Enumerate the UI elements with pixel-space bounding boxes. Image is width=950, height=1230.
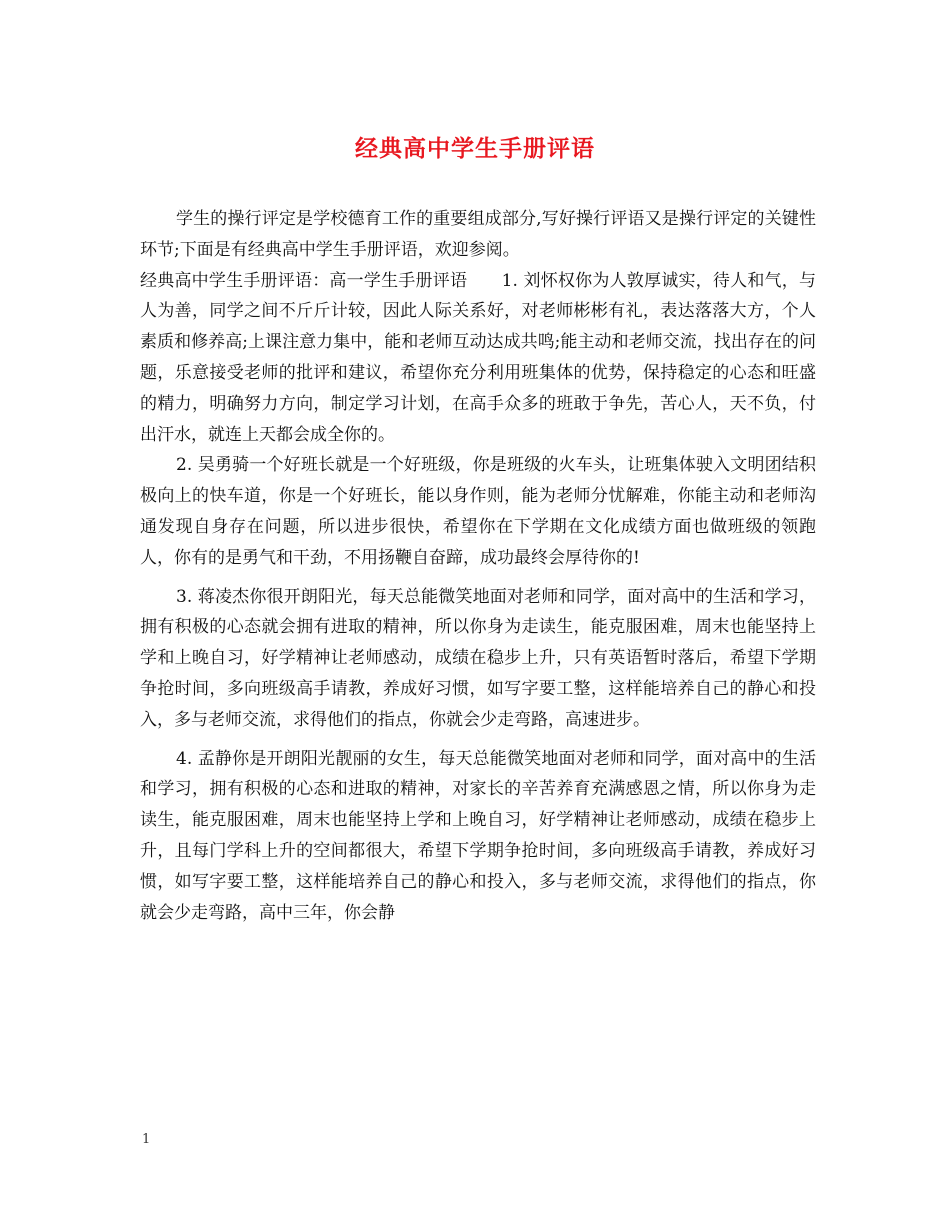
document-title: 经典高中学生手册评语	[355, 135, 595, 162]
comment-paragraph-1: 经典高中学生手册评语：高一学生手册评语 1. 刘怀权你为人敦厚诚实，待人和气，与人为善，同学之间不斤斤计较，因此人际关系好，对老师彬彬有礼，表达落落大方，个人素质和修养高;上课注意力集中，能和老师互动达成共鸣;能主动和老师交流，找出存在的问题，乐意接受老师的批评和建议，希望你充分利用班集体的优势，保持稳定的心态和旺盛的精力，明确努力方向，制定学习计划，在高手众多的班敢于争先，苦心人，天不负，付出汗水，就连上天都会成全你的。	[140, 270, 816, 445]
comment-paragraph-2: 2. 吴勇骑一个好班长就是一个好班级，你是班级的火车头，让班集体驶入文明团结积极向上的快车道，你是一个好班长，能以身作则，能为老师分忧解难，你能主动和老师沟通发现自身存在问题，所以进步很快，希望你在下学期在文化成绩方面也做班级的领跑人，你有的是勇气和干劲，不用扬鞭自奋蹄，成功最终会厚待你的!	[140, 455, 816, 568]
comment-paragraph-3: 3. 蒋凌杰你很开朗阳光，每天总能微笑地面对老师和同学，面对高中的生活和学习，拥有积极的心态就会拥有进取的精神，所以你身为走读生，能克服困难，周末也能坚持上学和上晚自习，好学精神让老师感动，成绩在稳步上升，只有英语暂时落后，希望下学期争抢时间，多向班级高手请教，养成好习惯，如写字要工整，这样能培养自己的静心和投入，多与老师交流，求得他们的指点，你就会少走弯路，高速进步。	[140, 586, 816, 730]
intro-paragraph: 学生的操行评定是学校德育工作的重要组成部分,写好操行评语又是操行评定的关键性环节;下面是有经典高中学生手册评语，欢迎参阅。	[140, 209, 816, 260]
page-number: 1	[142, 1132, 151, 1147]
comment-paragraph-4: 4. 孟静你是开朗阳光靓丽的女生，每天总能微笑地面对老师和同学，面对高中的生活和学习，拥有积极的心态和进取的精神，对家长的辛苦养育充满感恩之情，所以你身为走读生，能克服困难，周末也能坚持上学和上晚自习，好学精神让老师感动，成绩在稳步上升，且每门学科上升的空间都很大，希望下学期争抢时间，多向班级高手请教，养成好习惯，如写字要工整，这样能培养自己的静心和投入，多与老师交流，求得他们的指点，你就会少走弯路，高中三年，你会静	[140, 748, 816, 923]
document-body	[140, 204, 816, 928]
